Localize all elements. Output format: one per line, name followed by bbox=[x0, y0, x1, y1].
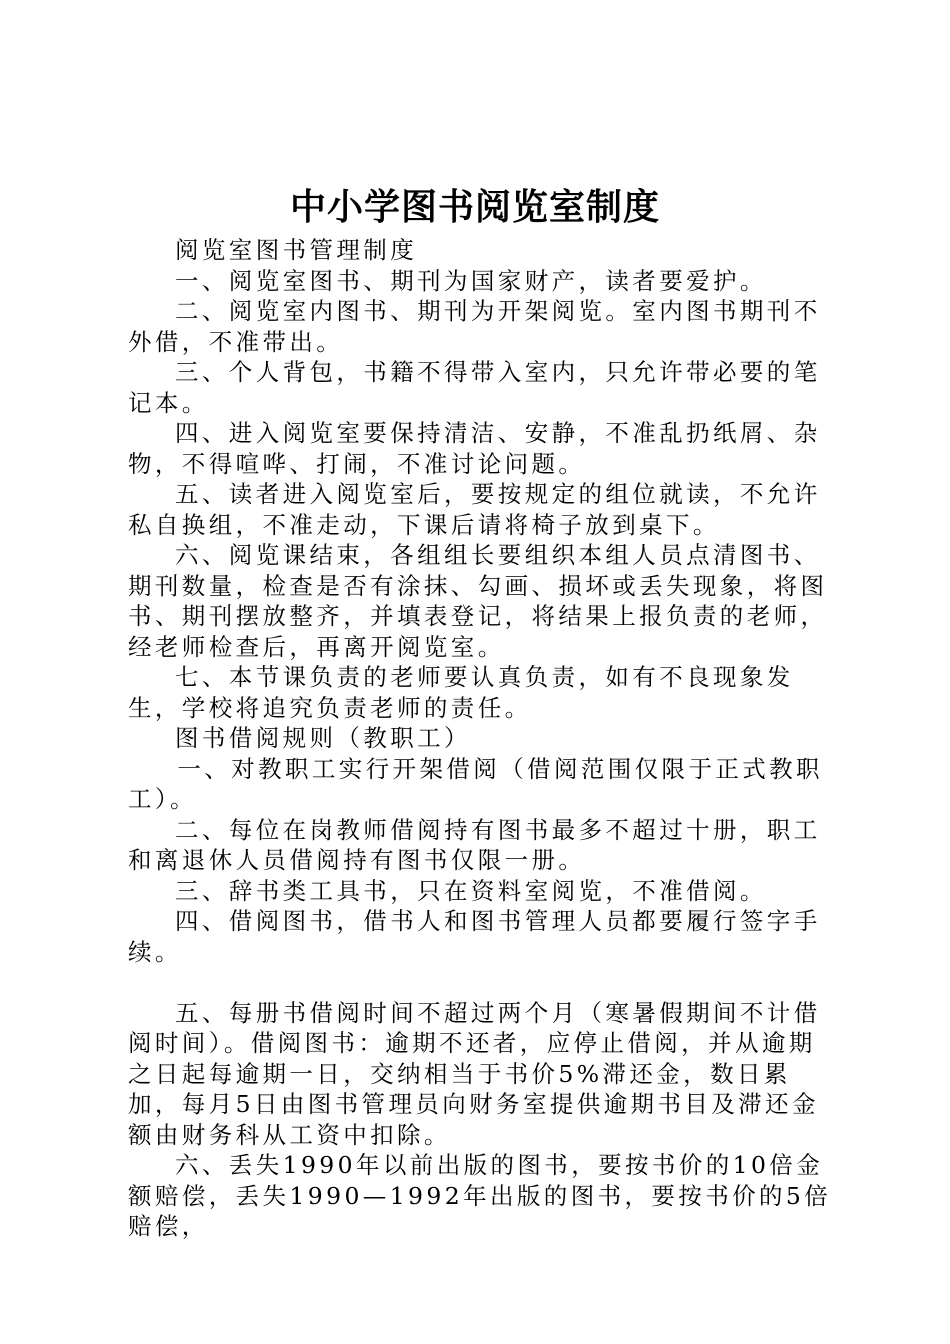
rule-paragraph: 三、辞书类工具书，只在资料室阅览，不准借阅。 bbox=[175, 876, 767, 905]
rule-paragraph: 二、阅览室内图书、期刊为开架阅览。室内图书期刊不外借，不准带出。 bbox=[128, 297, 821, 356]
rule-paragraph: 四、借阅图书，借书人和图书管理人员都要履行签字手续。 bbox=[128, 907, 821, 966]
rule-paragraph: 六、阅览课结束，各组组长要组织本组人员点清图书、期刊数量，检查是否有涂抹、勾画、损坏或丢失现象，将图书、期刊摆放整齐，并填表登记，将结果上报负责的老师，经老师检查后，再离开阅览室。 bbox=[128, 541, 828, 661]
rule-paragraph: 五、读者进入阅览室后，要按规定的组位就读，不允许私自换组，不准走动，下课后请将椅子放到桌下。 bbox=[128, 480, 821, 539]
rule-paragraph: 六、丢失1990年以前出版的图书，要按书价的10倍金额赔偿，丢失1990—1992年出版的图书，要按书价的5倍赔偿， bbox=[128, 1151, 832, 1240]
rule-paragraph: 一、阅览室图书、期刊为国家财产，读者要爱护。 bbox=[175, 266, 767, 295]
blank-line bbox=[128, 967, 840, 998]
rule-paragraph: 二、每位在岗教师借阅持有图书最多不超过十册，职工和离退休人员借阅持有图书仅限一册。 bbox=[128, 815, 821, 874]
section-heading-reading-room: 阅览室图书管理制度 bbox=[175, 236, 418, 264]
document-title: 中小学图书阅览室制度 bbox=[289, 186, 660, 228]
rule-paragraph: 三、个人背包，书籍不得带入室内，只允许带必要的笔记本。 bbox=[128, 358, 821, 417]
rule-paragraph: 五、每册书借阅时间不超过两个月（寒暑假期间不计借阅时间）。借阅图书：逾期不还者，应停止借阅，并从逾期之日起每逾期一日，交纳相当于书价5%滞还金，数日累加，每月5日由图书管理员向财务室提供逾期书目及滞还金额由财务科从工资中扣除。 bbox=[128, 998, 821, 1149]
rule-paragraph: 四、进入阅览室要保持清洁、安静，不准乱扔纸屑、杂物，不得喧哗、打闹，不准讨论问题。 bbox=[128, 419, 821, 478]
section-heading-borrowing: 图书借阅规则（教职工） bbox=[175, 724, 471, 752]
rule-paragraph: 七、本节课负责的老师要认真负责，如有不良现象发生，学校将追究负责老师的责任。 bbox=[128, 663, 794, 722]
rule-paragraph: 一、对教职工实行开架借阅（借阅范围仅限于正式教职工）。 bbox=[128, 754, 823, 813]
document-body bbox=[128, 235, 840, 1242]
